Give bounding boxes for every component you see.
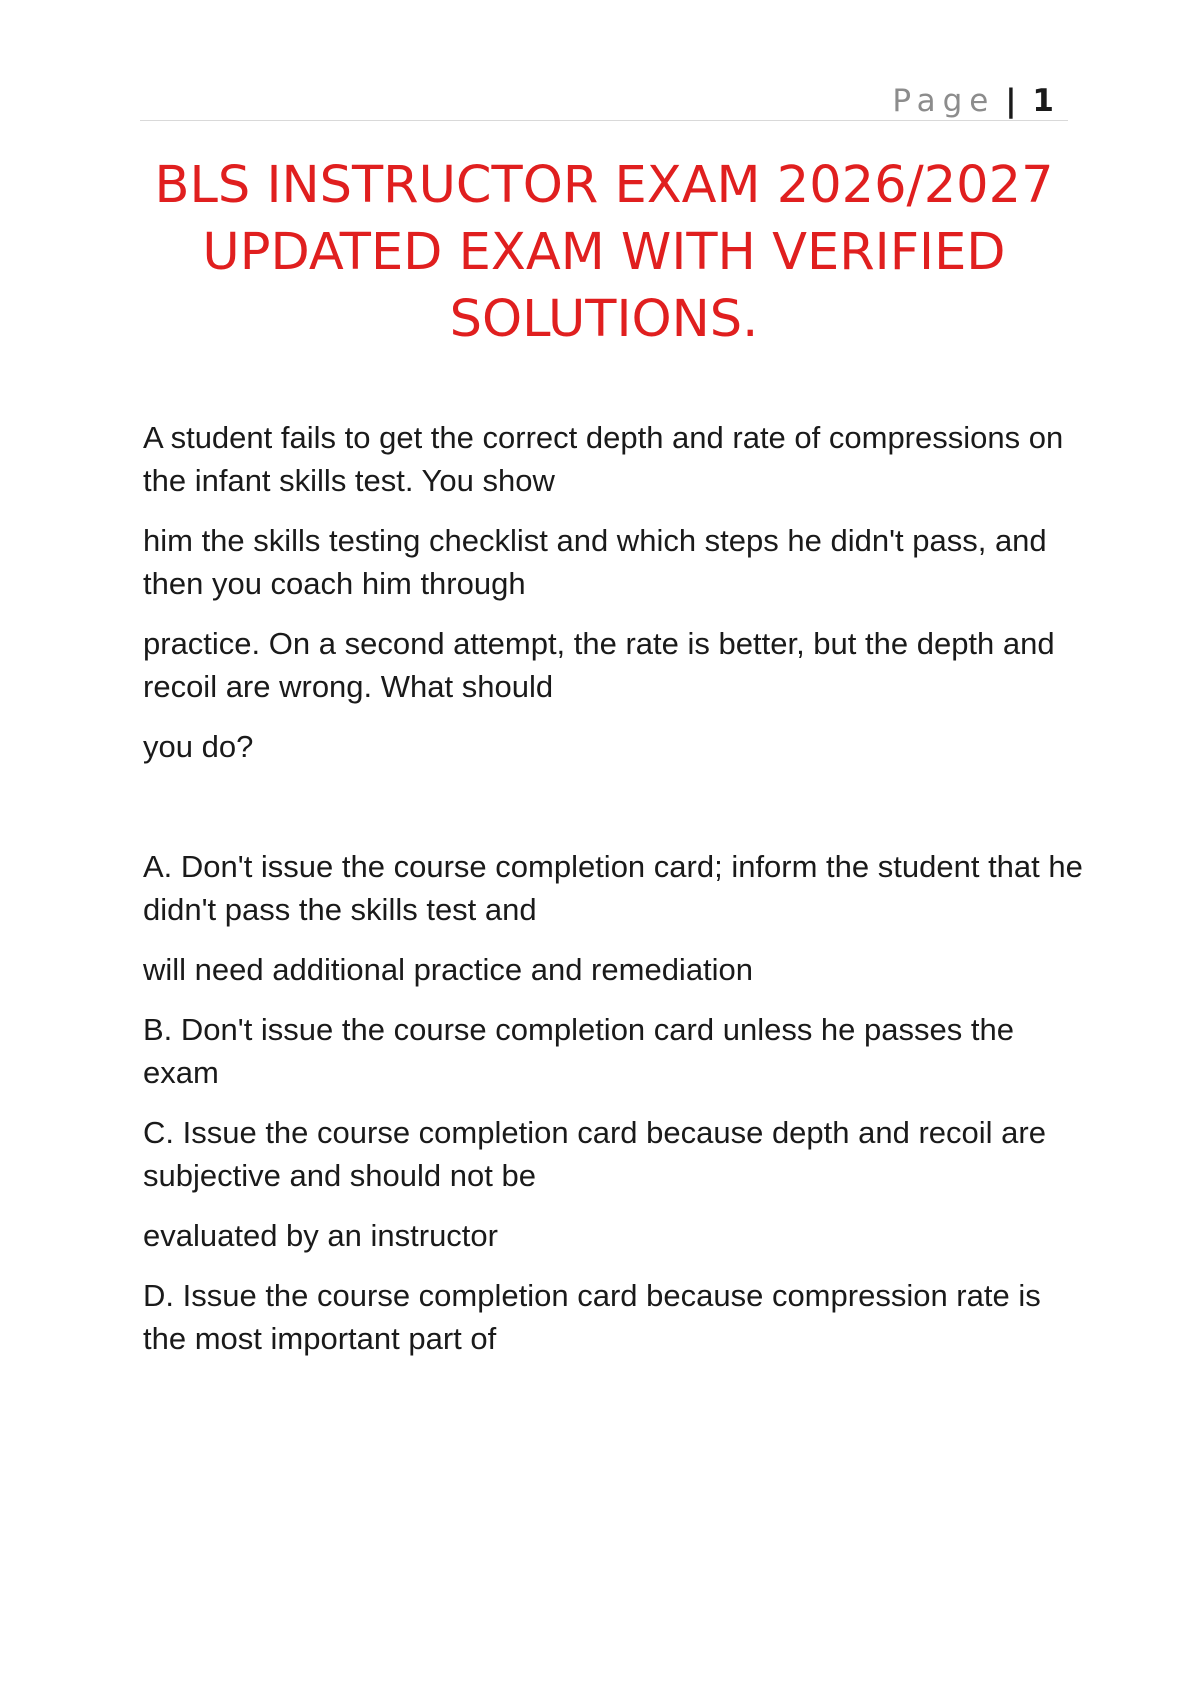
document-title: BLS INSTRUCTOR EXAM 2026/2027 UPDATED EXAM WITH VERIFIED SOLUTIONS. xyxy=(154,156,1054,349)
answer-option-a-continued: will need additional practice and remediation xyxy=(143,952,754,987)
question-body xyxy=(143,416,1083,1377)
page-number: 1 xyxy=(1032,83,1054,119)
page-word: Page xyxy=(892,83,996,119)
answer-option-a: A. Don't issue the course completion card; inform the student that he didn't pass the skills test and xyxy=(143,849,1083,927)
answer-option-c: C. Issue the course completion card because depth and recoil are subjective and should not be xyxy=(143,1115,1046,1193)
answer-option-c-continued: evaluated by an instructor xyxy=(143,1218,498,1253)
page-separator: | xyxy=(1005,83,1017,119)
question-paragraph: A student fails to get the correct depth and rate of compressions on the infant skills test. You show xyxy=(143,420,1064,498)
question-paragraph: him the skills testing checklist and which steps he didn't pass, and then you coach him through xyxy=(143,523,1047,601)
question-paragraph: practice. On a second attempt, the rate is better, but the depth and recoil are wrong. What should xyxy=(143,626,1055,704)
answer-option-b: B. Don't issue the course completion card unless he passes the exam xyxy=(143,1012,1014,1090)
spacer xyxy=(143,785,1083,845)
answer-option-d: D. Issue the course completion card because compression rate is the most important part of xyxy=(143,1278,1041,1356)
question-paragraph: you do? xyxy=(143,729,254,764)
page-header xyxy=(140,74,1068,121)
page-number-label xyxy=(892,82,1054,120)
